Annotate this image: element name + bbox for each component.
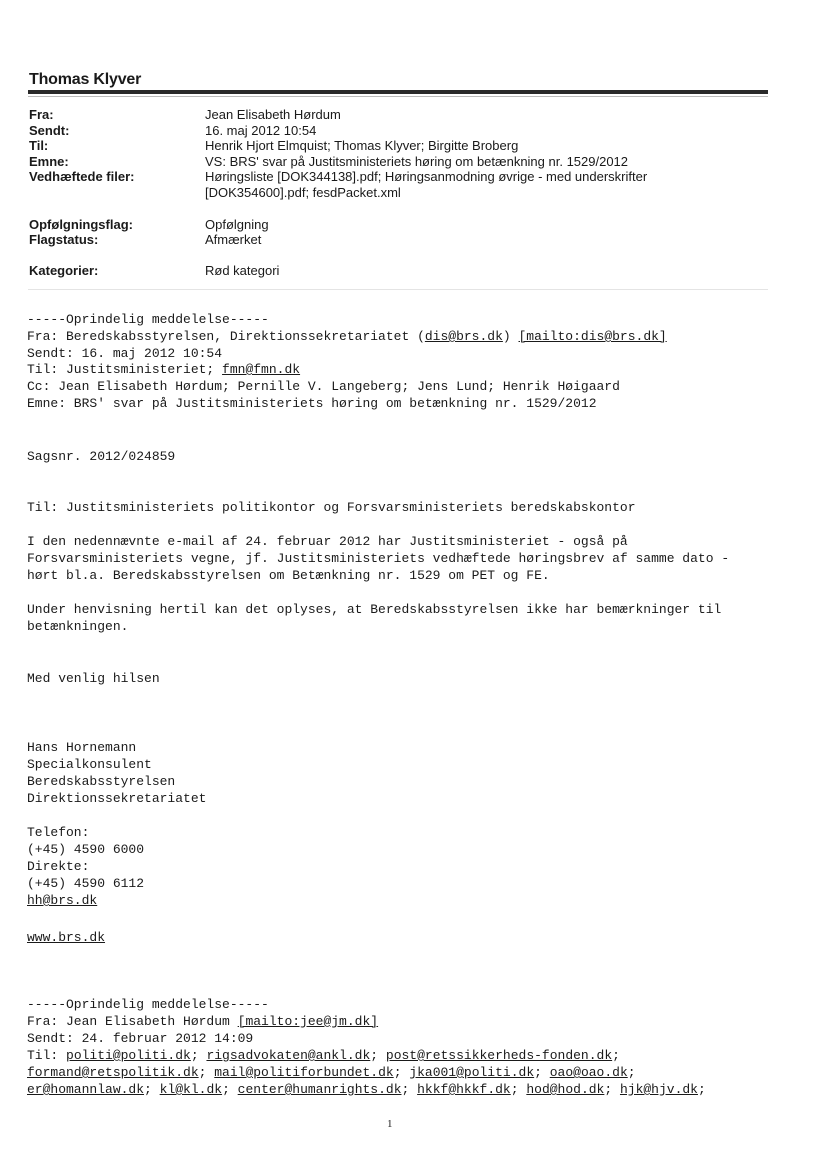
attachments-value-line1[interactable]: Høringsliste [DOK344138].pdf; Høringsanmodning øvrige - med underskrifter — [205, 169, 648, 184]
phone-label: Telefon: — [27, 825, 90, 840]
recipient-email-link[interactable]: hjk@hjv.dk — [619, 1082, 698, 1097]
forward-subject-line: Emne: BRS' svar på Justitsministeriets høring om betænkning nr. 1529/2012 — [27, 396, 597, 411]
flag-status-value: Afmærket — [205, 232, 262, 247]
recipients-line-3: er@homannlaw.dk; kl@kl.dk; center@humanrights.dk; hkkf@hkkf.dk; hod@hod.dk; hjk@hjv.dk; — [27, 1082, 706, 1097]
website-link[interactable]: www.brs.dk — [27, 930, 106, 945]
forward-cc-line: Cc: Jean Elisabeth Hørdum; Pernille V. Langeberg; Jens Lund; Henrik Høigaard — [27, 379, 620, 394]
phone-value: (+45) 4590 6000 — [27, 842, 145, 857]
direct-value: (+45) 4590 6112 — [27, 876, 145, 891]
recipient-email-link[interactable]: kl@kl.dk — [159, 1082, 223, 1097]
recipient-email-link[interactable]: politi@politi.dk — [66, 1048, 191, 1063]
signature-dept: Direktionssekretariatet — [27, 791, 207, 806]
header-divider — [28, 90, 768, 94]
recipient-email-link[interactable]: rigsadvokaten@ankl.dk — [206, 1048, 371, 1063]
forward2-sent-line: Sendt: 24. februar 2012 14:09 — [27, 1031, 254, 1046]
to-value: Henrik Hjort Elmquist; Thomas Klyver; Birgitte Broberg — [205, 138, 519, 153]
recipient-email-link[interactable]: hkkf@hkkf.dk — [417, 1082, 511, 1097]
recipients-line-2: formand@retspolitik.dk; mail@politiforbundet.dk; jka001@politi.dk; oao@oao.dk; — [27, 1065, 636, 1080]
recipient-email-link[interactable]: mail@politiforbundet.dk — [214, 1065, 394, 1080]
recipient-email-link[interactable]: jka001@politi.dk — [409, 1065, 535, 1080]
categories-label: Kategorier: — [29, 263, 99, 278]
subject-value: VS: BRS' svar på Justitsministeriets høring om betænkning nr. 1529/2012 — [205, 154, 629, 169]
categories-value: Rød kategori — [205, 263, 280, 278]
forward-from-line: Fra: Beredskabsstyrelsen, Direktionssekretariatet (dis@brs.dk) [mailto:dis@brs.dk] — [27, 329, 667, 344]
forward2-separator: -----Oprindelig meddelelse----- — [27, 997, 269, 1012]
followup-flag-value: Opfølgning — [205, 217, 269, 232]
recipient-email-link[interactable]: hod@hod.dk — [526, 1082, 605, 1097]
sender-name: Thomas Klyver — [29, 71, 142, 88]
mailto-link[interactable]: [mailto:dis@brs.dk] — [518, 329, 667, 344]
from-label: Fra: — [29, 107, 54, 122]
flag-status-label: Flagstatus: — [29, 232, 99, 247]
header-bottom-divider — [28, 289, 768, 290]
signature-org: Beredskabsstyrelsen — [27, 774, 176, 789]
forward-sent-line: Sendt: 16. maj 2012 10:54 — [27, 346, 223, 361]
subject-label: Emne: — [29, 154, 69, 169]
case-number: Sagsnr. 2012/024859 — [27, 449, 176, 464]
email-link[interactable]: dis@brs.dk — [424, 329, 503, 344]
attachments-value-line2[interactable]: [DOK354600].pdf; fesdPacket.xml — [205, 185, 401, 200]
paragraph-1-line-2: Forsvarsministeriets vegne, jf. Justitsministeriets vedhæftede høringsbrev af samme dato - — [27, 551, 730, 566]
email-link[interactable]: fmn@fmn.dk — [222, 362, 301, 377]
recipient-email-link[interactable]: center@humanrights.dk — [237, 1082, 402, 1097]
recipient-email-link[interactable]: post@retssikkerheds-fonden.dk — [385, 1048, 613, 1063]
attachments-label: Vedhæftede filer: — [29, 169, 135, 184]
mailto-link[interactable]: [mailto:jee@jm.dk] — [237, 1014, 379, 1029]
signature-title: Specialkonsulent — [27, 757, 152, 772]
signature-email-link[interactable]: hh@brs.dk — [27, 893, 98, 908]
to-label: Til: — [29, 138, 49, 153]
paragraph-2-line-2: betænkningen. — [27, 619, 129, 634]
addressee-line: Til: Justitsministeriets politikontor og Forsvarsministeriets beredskabskontor — [27, 500, 636, 515]
forward-to-line: Til: Justitsministeriet; fmn@fmn.dk — [27, 362, 301, 377]
paragraph-2-line-1: Under henvisning hertil kan det oplyses, at Beredskabsstyrelsen ikke har bemærkninger til — [27, 602, 722, 617]
recipients-line-1: Til: politi@politi.dk; rigsadvokaten@ankl.dk; post@retssikkerheds-fonden.dk; — [27, 1048, 620, 1063]
forward-separator: -----Oprindelig meddelelse----- — [27, 312, 269, 327]
page-number: 1 — [387, 1118, 393, 1130]
signature-name: Hans Hornemann — [27, 740, 137, 755]
sent-value: 16. maj 2012 10:54 — [205, 123, 317, 138]
recipient-email-link[interactable]: formand@retspolitik.dk — [27, 1065, 199, 1080]
paragraph-1-line-1: I den nedennævnte e-mail af 24. februar 2012 har Justitsministeriet - også på — [27, 534, 628, 549]
recipient-email-link[interactable]: er@homannlaw.dk — [27, 1082, 145, 1097]
direct-label: Direkte: — [27, 859, 90, 874]
forward2-from-line: Fra: Jean Elisabeth Hørdum [mailto:jee@jm.dk] — [27, 1014, 379, 1029]
sent-label: Sendt: — [29, 123, 70, 138]
paragraph-1-line-3: hørt bl.a. Beredskabsstyrelsen om Betænkning nr. 1529 om PET og FE. — [27, 568, 550, 583]
closing-line: Med venlig hilsen — [27, 671, 160, 686]
header-divider-thin — [28, 96, 768, 97]
from-value: Jean Elisabeth Hørdum — [205, 107, 341, 122]
recipient-email-link[interactable]: oao@oao.dk — [549, 1065, 628, 1080]
followup-flag-label: Opfølgningsflag: — [29, 217, 133, 232]
